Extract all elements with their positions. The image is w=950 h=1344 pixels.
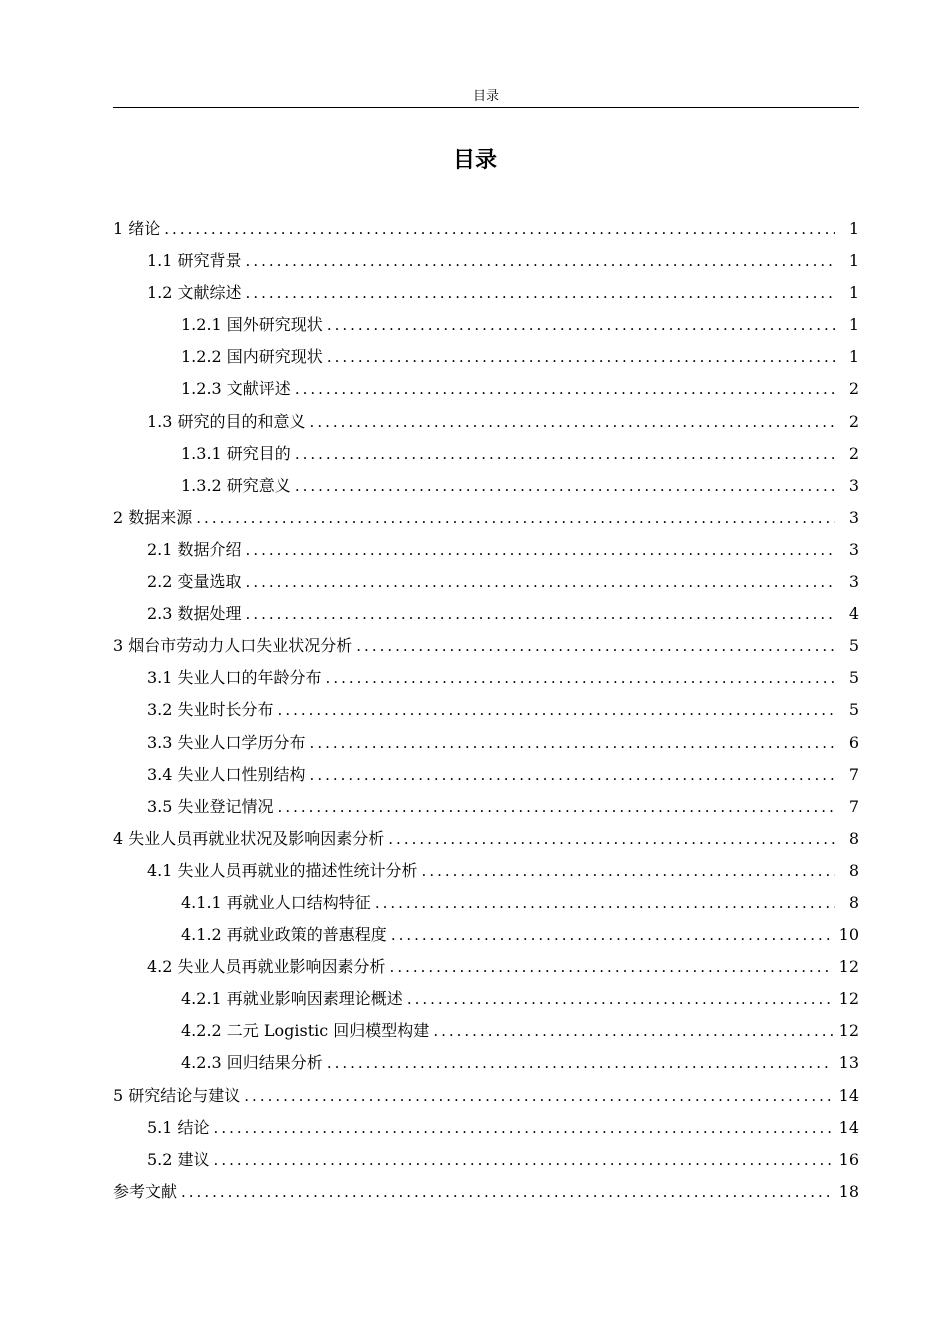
dot-leader: [214, 1151, 833, 1169]
toc-entry-page: 7: [848, 796, 859, 816]
toc-entry-page: 8: [848, 860, 859, 880]
toc-entry[interactable]: [113, 890, 859, 922]
toc-entry[interactable]: [113, 1018, 859, 1050]
toc-entry-text: 1.2.3 文献评述: [181, 379, 291, 399]
dot-leader: [244, 1087, 832, 1105]
toc-entry-text: 1 绪论: [113, 219, 161, 238]
dot-leader: [375, 894, 835, 912]
dot-leader: [295, 380, 835, 398]
dot-leader: [164, 220, 835, 238]
dot-leader: [278, 701, 835, 719]
toc-entry-page: 4: [848, 604, 859, 624]
toc-entry[interactable]: [113, 537, 859, 569]
toc-entry[interactable]: [113, 922, 859, 954]
toc-entry-page: 16: [838, 1149, 859, 1169]
toc-entry-page: 14: [838, 1085, 859, 1105]
toc-entry-page: 5: [848, 668, 859, 688]
toc-entry-page: 10: [838, 925, 859, 945]
dot-leader: [356, 637, 835, 655]
toc-entry[interactable]: [113, 1050, 859, 1082]
dot-leader: [327, 316, 835, 334]
dot-leader: [246, 284, 835, 302]
dot-leader: [422, 862, 835, 880]
dot-leader: [246, 252, 835, 270]
dot-leader: [407, 990, 833, 1008]
dot-leader: [214, 1119, 833, 1137]
toc-entry-text: 4.1 失业人员再就业的描述性统计分析: [147, 860, 418, 880]
toc-entry[interactable]: [113, 762, 859, 794]
toc-entry-page: 2: [848, 411, 859, 431]
toc-entry-text: 4 失业人员再就业状况及影响因素分析: [113, 828, 385, 848]
dot-leader: [295, 477, 835, 495]
toc-entry-text: 1.3 研究的目的和意义: [147, 411, 306, 431]
toc-title: 目录: [452, 148, 497, 173]
toc-entry-text: 1.2.2 国内研究现状: [181, 347, 323, 367]
toc-entry-page: 14: [838, 1117, 859, 1137]
dot-leader: [181, 1183, 833, 1201]
running-header: 目录: [472, 89, 499, 104]
dot-leader: [310, 734, 835, 752]
toc-entry-text: 3.4 失业人口性别结构: [147, 764, 306, 784]
toc-entry-page: 3: [848, 475, 859, 495]
toc-entry[interactable]: [113, 858, 859, 890]
toc-entry-text: 2.3 数据处理: [147, 604, 242, 624]
toc-entry-page: 1: [848, 283, 859, 303]
toc-entry[interactable]: [113, 248, 859, 280]
toc-entry-page: 2: [848, 443, 859, 463]
toc-entry[interactable]: [113, 1179, 859, 1211]
toc-entry-page: 8: [848, 892, 859, 912]
toc-entry-page: 5: [848, 636, 859, 656]
toc-entry[interactable]: [113, 986, 859, 1018]
toc-entry-text: 4.2.3 回归结果分析: [181, 1053, 323, 1073]
toc-entry-page: 12: [838, 957, 859, 977]
toc-entry-text: 3 烟台市劳动力人口失业状况分析: [113, 636, 353, 656]
toc-entry[interactable]: [113, 376, 859, 408]
toc-entry[interactable]: [113, 344, 859, 376]
toc-entry-text: 3.3 失业人口学历分布: [147, 732, 306, 752]
toc-entry-text: 5 研究结论与建议: [113, 1085, 241, 1105]
toc-entry[interactable]: [113, 1147, 859, 1179]
toc-entry-text: 4.2 失业人员再就业影响因素分析: [147, 957, 386, 977]
dot-leader: [327, 348, 835, 366]
toc-entry-page: 1: [848, 251, 859, 271]
toc-entry[interactable]: [113, 601, 859, 633]
toc-entry-text: 3.1 失业人口的年龄分布: [147, 668, 322, 688]
toc-entry[interactable]: [113, 280, 859, 312]
dot-leader: [388, 830, 835, 848]
dot-leader: [278, 798, 835, 816]
dot-leader: [327, 1054, 833, 1072]
dot-leader: [246, 573, 835, 591]
toc-entry-text: 4.2.2 二元 Logistic 回归模型构建: [181, 1021, 430, 1041]
toc-entry[interactable]: [113, 409, 859, 441]
toc-entry-page: 6: [848, 732, 859, 752]
toc-entry-text: 5.1 结论: [147, 1117, 210, 1137]
toc-entry-page: 2: [848, 379, 859, 399]
header-rule: [113, 107, 859, 108]
dot-leader: [390, 958, 833, 976]
toc-entry-page: 1: [848, 347, 859, 367]
toc-entry-text: 2.2 变量选取: [147, 572, 242, 592]
dot-leader: [391, 926, 833, 944]
toc-entry-page: 3: [848, 507, 859, 527]
toc-entry-page: 18: [838, 1181, 859, 1201]
toc-entry[interactable]: [113, 954, 859, 986]
toc-entry-text: 1.3.2 研究意义: [181, 475, 291, 495]
dot-leader: [196, 509, 835, 527]
toc-entry-text: 1.2.1 国外研究现状: [181, 315, 323, 335]
dot-leader: [433, 1022, 832, 1040]
toc-entry-text: 3.2 失业时长分布: [147, 700, 274, 720]
toc-entry-text: 1.2 文献综述: [147, 283, 242, 303]
toc-entry-text: 参考文献: [113, 1181, 178, 1201]
toc-entry-page: 13: [838, 1053, 859, 1073]
toc-entry-page: 12: [838, 989, 859, 1009]
toc-entry-text: 2 数据来源: [113, 507, 193, 527]
toc-entry[interactable]: [113, 633, 859, 665]
dot-leader: [246, 541, 835, 559]
toc-entry[interactable]: [113, 216, 859, 248]
toc-entry[interactable]: [113, 697, 859, 729]
toc-entry[interactable]: [113, 505, 859, 537]
toc-entry[interactable]: [113, 441, 859, 473]
toc-entry[interactable]: [113, 826, 859, 858]
toc-entry-page: 5: [848, 700, 859, 720]
toc-entry[interactable]: [113, 473, 859, 505]
toc-entry-text: 4.1.2 再就业政策的普惠程度: [181, 925, 387, 945]
toc-entry[interactable]: [113, 1115, 859, 1147]
table-of-contents: [113, 216, 859, 1211]
toc-entry[interactable]: [113, 312, 859, 344]
toc-entry-page: 3: [848, 539, 859, 559]
toc-entry-text: 4.2.1 再就业影响因素理论概述: [181, 989, 403, 1009]
toc-entry[interactable]: [113, 794, 859, 826]
toc-entry-text: 1.1 研究背景: [147, 251, 242, 271]
dot-leader: [310, 413, 835, 431]
toc-entry-page: 1: [848, 219, 859, 238]
toc-entry-text: 3.5 失业登记情况: [147, 796, 274, 816]
toc-entry-page: 8: [848, 828, 859, 848]
toc-entry-page: 3: [848, 572, 859, 592]
toc-entry-text: 1.3.1 研究目的: [181, 443, 291, 463]
dot-leader: [295, 445, 835, 463]
dot-leader: [246, 605, 835, 623]
toc-entry[interactable]: [113, 569, 859, 601]
toc-entry-page: 12: [838, 1021, 859, 1041]
dot-leader: [326, 669, 835, 687]
dot-leader: [310, 766, 835, 784]
toc-entry-page: 1: [848, 315, 859, 335]
toc-entry[interactable]: [113, 730, 859, 762]
toc-entry-text: 5.2 建议: [147, 1149, 210, 1169]
toc-entry-text: 2.1 数据介绍: [147, 539, 242, 559]
toc-entry-text: 4.1.1 再就业人口结构特征: [181, 892, 371, 912]
toc-entry[interactable]: [113, 665, 859, 697]
toc-entry[interactable]: [113, 1083, 859, 1115]
toc-entry-page: 7: [848, 764, 859, 784]
